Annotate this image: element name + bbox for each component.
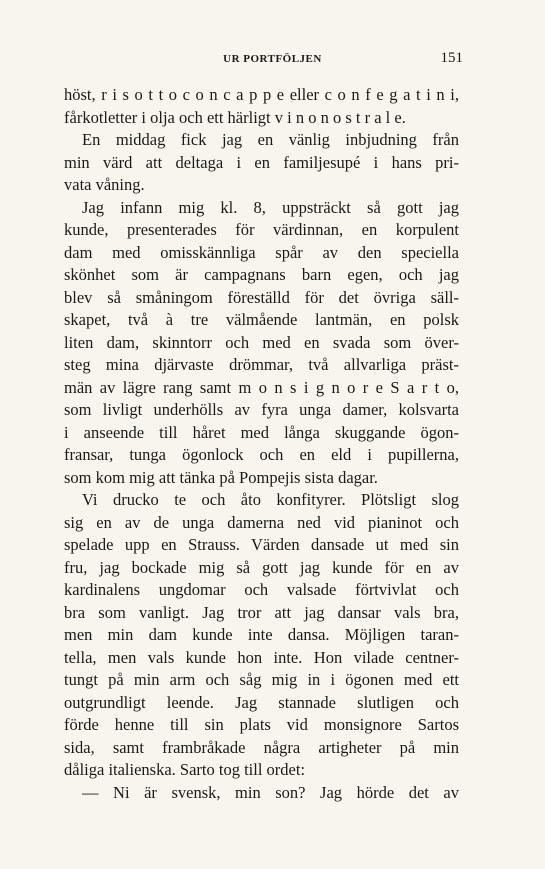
text-line: fransar, tunga ögonlock och en eld i pupillerna, [64,445,459,464]
text-line: dåliga italienska. Sarto tog till ordet: [64,760,306,779]
text-line: sida, samt frambråkade några artigheter på min [64,737,459,757]
text-line: min värd att deltaga i en familjesupé i hans pri- [64,152,459,172]
text-line: men min dam kunde inte dansa. Möjligen taran- [64,625,459,644]
text-line: kunde, presenterades för värdinnan, en korpulent [64,220,459,239]
text-line: kardinalens ungdomar och valsade förtvivlat och [64,580,459,599]
text-line: skapet, två à tre välmående lantmän, en polsk [64,310,459,329]
text-line: vata våning. [64,175,145,194]
text-line: outgrundligt leende. Jag stannade slutligen och [64,692,459,712]
running-head [0,50,545,72]
text-line: fru, jag bockade mig så gott jag kunde för en av [64,557,459,577]
running-head-title: UR PORTFÖLJEN [223,53,322,65]
text-line: En middag fick jag en vänlig inbjudning från [82,130,459,149]
text-line: bra som vanligt. Jag tror att jag dansar vals bra, [64,602,459,622]
text-line: Vi drucko te och åto konfityrer. Plötsligt slog [82,490,459,509]
text-line: dam med omisskännliga spår av den speciella [64,242,459,262]
text-line: fårkotletter i olja och ett härligt v i n o n o s t r a l e. [64,107,406,127]
text-line: liten dam, skinntorr och med en svada som över- [64,332,459,352]
body-text [64,84,459,804]
text-line: tungt på min arm och såg mig in i ögonen med ett [64,670,459,689]
text-line: sig en av de unga damerna ned vid pianinot och [64,512,459,532]
text-line: män av lägre rang samt m o n s i g n o r e S a r t o, [64,377,459,397]
text-line: som kom mig att tänka på Pompejis sista dagar. [64,467,378,487]
page-number: 151 [440,50,463,66]
text-line: förde henne till sin plats vid monsignore Sartos [64,715,459,734]
text-line: skönhet som är campagnans barn egen, och jag [64,265,459,284]
text-line: spelade upp en Strauss. Värden dansade ut med sin [64,535,459,554]
text-line: i anseende till håret med långa skuggande ögon- [64,422,459,442]
text-line: — Ni är svensk, min son? Jag hörde det av [82,782,459,802]
text-line: steg mina djärvaste drömmar, två allvarliga präst- [64,355,459,374]
text-line: som livligt underhölls av fyra unga damer, kolsvarta [64,400,459,419]
text-line: Jag infann mig kl. 8, uppsträckt så gott jag [82,197,459,217]
text-line: blev så småningom föreställd för det övriga säll- [64,287,459,307]
text-line: höst, r i s o t t o c o n c a p p e eller c o n f e g a t i n i, [64,85,459,104]
text-line: tella, men vals kunde hon inte. Hon vilade centner- [64,647,459,667]
